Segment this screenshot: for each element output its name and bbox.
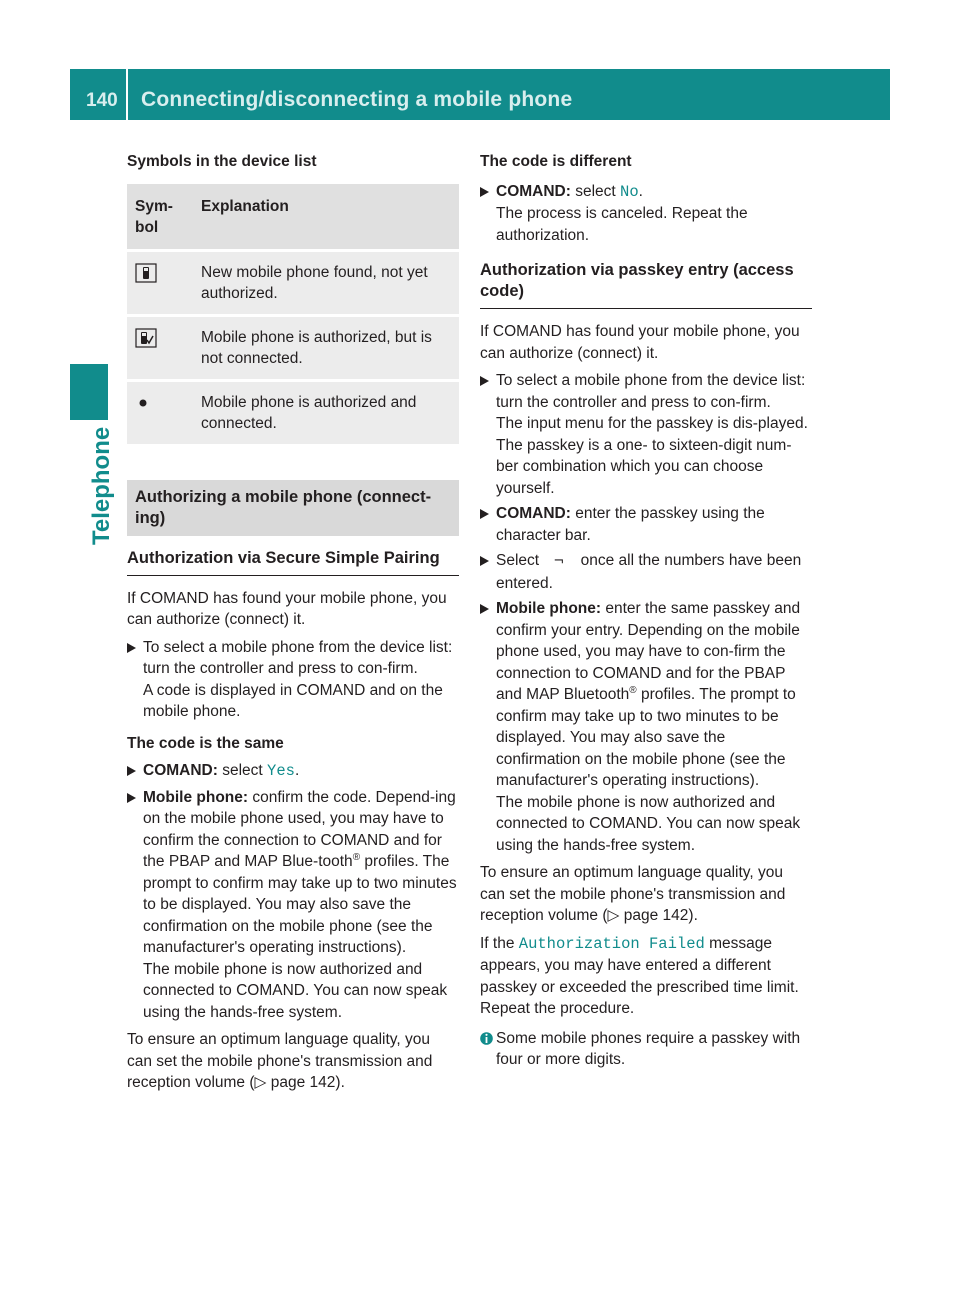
- connected-dot-icon: [135, 392, 157, 421]
- table-cell-explanation: New mobile phone found, not yet authorized.: [193, 252, 459, 314]
- phone-not-authorized-icon: [135, 262, 157, 291]
- info-note: [480, 1028, 812, 1071]
- table-header-explanation: Explanation: [193, 184, 459, 249]
- table-heading: Symbols in the device list: [127, 153, 317, 170]
- step-arrow-icon: [480, 181, 489, 197]
- same-code-heading: The code is the same: [127, 734, 284, 752]
- page-reference-link[interactable]: ▷ page 142: [254, 1074, 336, 1091]
- step-label: Mobile phone:: [143, 788, 249, 806]
- step-text: To select a mobile phone from the device list: turn the controller and press to con-firm.: [143, 638, 453, 677]
- section-title: Authorizing a mobile phone (connect-ing): [127, 480, 459, 536]
- table-row: [127, 252, 459, 314]
- table-header-symbol: Sym- bol: [127, 184, 193, 249]
- failed-message-text: If the Authorization Failed message appears, you may have entered a different passkey or exceeded the prescribed time limit. Repeat the procedure.: [480, 934, 799, 1017]
- step-arrow-icon: [480, 550, 489, 566]
- step-text: confirm the code. Depend-ing on the mobile phone used, you may have to confirm the connection to COMAND and for the PBAP and MAP Blue-tooth: [143, 788, 456, 870]
- page-title: Connecting/disconnecting a mobile phone: [141, 88, 573, 111]
- step-result: The passkey is a one- to sixteen-digit num-ber combination which you can choose yourself.: [496, 436, 792, 497]
- registered-mark: ®: [629, 684, 637, 696]
- instruction-step: [127, 787, 459, 1024]
- instruction-step: [127, 637, 459, 723]
- step-label: COMAND:: [496, 505, 571, 522]
- step-arrow-icon: [480, 370, 489, 386]
- step-arrow-icon: [480, 598, 489, 614]
- step-result: The mobile phone is now authorized and connected to COMAND. You can now speak using the hands-free system.: [496, 793, 801, 854]
- table-row: [127, 382, 459, 444]
- step-arrow-icon: [127, 787, 136, 803]
- info-icon: [480, 1031, 493, 1053]
- page-reference-link[interactable]: ▷ page 142: [607, 907, 689, 924]
- registered-mark: ®: [352, 851, 361, 863]
- step-result: The input menu for the passkey is dis-played.: [496, 415, 808, 432]
- header-divider: [126, 69, 128, 120]
- step-arrow-icon: [480, 503, 489, 519]
- step-text: To select a mobile phone from the device list: turn the controller and press to con-firm.: [496, 372, 806, 411]
- table-cell-explanation: Mobile phone is authorized and connected.: [193, 382, 459, 444]
- right-column: [480, 151, 812, 1071]
- page-number: 140: [86, 90, 118, 111]
- step-result: The process is canceled. Repeat the authorization.: [496, 205, 748, 244]
- side-tab-label: Telephone: [88, 426, 115, 545]
- instruction-step: COMAND: select No. The process is canceled. Repeat the authorization.: [480, 181, 812, 247]
- table-row: [127, 317, 459, 379]
- subsection-title: Authorization via Secure Simple Pairing: [127, 548, 459, 576]
- step-text-cont: profiles. The prompt to confirm may take up to two minutes to be displayed. You may also save the confirmation on the mobile phone (see the manufacturer's operating instructions).: [143, 853, 457, 956]
- step-arrow-icon: [127, 637, 136, 653]
- quality-text: To ensure an optimum language quality, you can set the mobile phone's transmission and reception volume (▷ page 142).: [480, 864, 786, 924]
- different-code-heading: The code is different: [480, 153, 632, 170]
- intro-text: If COMAND has found your mobile phone, you can authorize (connect) it.: [127, 589, 447, 628]
- step-label: COMAND:: [496, 182, 571, 200]
- step-label: COMAND:: [143, 762, 218, 779]
- step-result: The mobile phone is now authorized and connected to COMAND. You can now speak using the hands-free system.: [143, 960, 448, 1021]
- info-text: Some mobile phones require a passkey with four or more digits.: [496, 1029, 801, 1068]
- step-arrow-icon: [127, 760, 136, 776]
- step-label: Mobile phone:: [496, 600, 602, 617]
- instruction-step: Select ¬ once all the numbers have been entered.: [480, 550, 812, 594]
- step-result: A code is displayed in COMAND and on the mobile phone.: [143, 681, 443, 720]
- quality-text: To ensure an optimum language quality, you can set the mobile phone's transmission and reception volume (▷ page 142).: [127, 1031, 433, 1091]
- side-tab-marker: [70, 364, 108, 420]
- display-value-authorization-failed: Authorization Failed: [518, 934, 705, 953]
- ok-key-icon: ¬: [553, 554, 565, 569]
- instruction-step: COMAND: enter the passkey using the character bar.: [480, 503, 812, 546]
- symbols-table: [127, 181, 459, 447]
- table-cell-explanation: Mobile phone is authorized, but is not connected.: [193, 317, 459, 379]
- instruction-step: [480, 370, 812, 499]
- phone-authorized-icon: [135, 327, 157, 356]
- display-value-yes: Yes: [267, 762, 295, 780]
- step-pre: select: [222, 762, 263, 779]
- left-column: [127, 151, 459, 1094]
- table-header-row: [127, 184, 459, 249]
- instruction-step: Mobile phone: enter the same passkey and confirm your entry. Depending on the mobile phone used, you may have to con-firm the connection to COMAND and for the PBAP and MAP Bluetooth® profiles. The prompt to confirm may take up to two minutes to be displayed. You may also save the confirmation on the mobile phone (see the manufacturer's operating instructions). The mobile phone is now authorized and connected to COMAND. You can now speak using the hands-free system.: [480, 598, 812, 856]
- instruction-step: COMAND: select Yes.: [127, 760, 459, 783]
- intro-text: If COMAND has found your mobile phone, you can authorize (connect) it.: [480, 323, 800, 362]
- display-value-no: No: [620, 182, 639, 201]
- subsection-title: Authorization via passkey entry (access code): [480, 260, 812, 309]
